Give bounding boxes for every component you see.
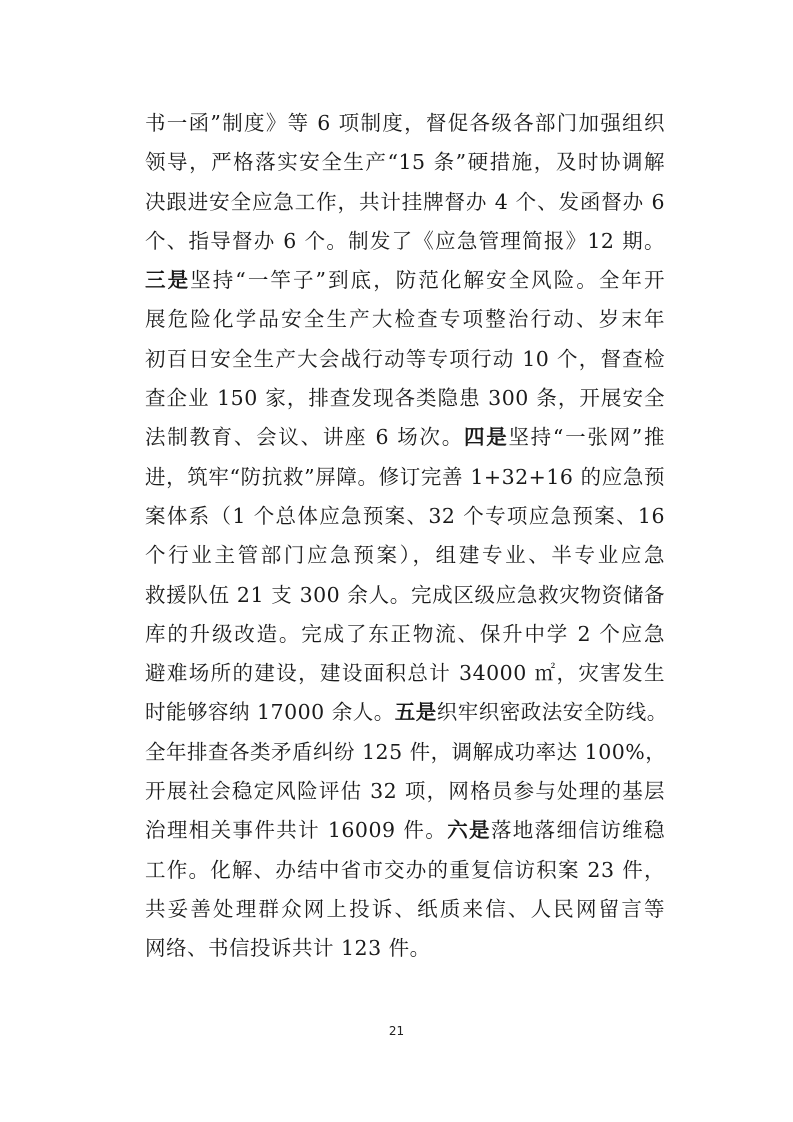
section-lead-four: 四是 [463, 425, 509, 450]
text-line-13: 救援队伍 21 支 300 余人。完成区级应急救灾物资储备 [145, 582, 665, 607]
text-line-5-rest: 坚持“一竿子”到底，防范化解安全风险。全年开 [190, 268, 665, 293]
text-line-16 [145, 693, 668, 732]
text-line-12: 个行业主管部门应急预案），组建专业、半专业应急 [145, 543, 665, 568]
text-line-1: 书一函”制度》等 6 项制度，督促各级各部门加强组织 [145, 111, 665, 135]
section-lead-five: 五是 [394, 700, 437, 725]
text-line-9-before: 法制教育、会议、讲座 6 场次。 [145, 425, 464, 450]
text-line-4: 个、指导督办 6 个。制发了《应急管理简报》12 期。 [145, 228, 665, 253]
text-line-19 [145, 811, 665, 850]
text-line-3: 决跟进安全应急工作，共计挂牌督办 4 个、发函督办 6 [145, 189, 665, 214]
body-paragraph [145, 104, 668, 969]
text-line-20: 工作。化解、办结中省市交办的重复信访积案 23 件， [145, 857, 665, 882]
text-line-9 [145, 418, 665, 457]
text-line-22: 网络、书信投诉共计 123 件。 [145, 936, 431, 961]
text-line-7: 初百日安全生产大会战行动等专项行动 10 个，督查检 [145, 346, 665, 371]
text-line-5 [145, 261, 665, 300]
text-line-15: 避难场所的建设，建设面积总计 34000 ㎡，灾害发生 [145, 661, 665, 686]
text-line-21: 共妥善处理群众网上投诉、纸质来信、人民网留言等 [145, 896, 665, 921]
text-line-19-after: 落地落细信访维稳 [490, 818, 666, 843]
text-line-17: 全年排查各类矛盾纠纷 125 件，调解成功率达 100%， [145, 739, 667, 764]
text-line-14: 库的升级改造。完成了东正物流、保升中学 2 个应急 [145, 621, 665, 646]
text-line-16-before: 时能够容纳 17000 余人。 [145, 700, 395, 725]
section-lead-three: 三是 [145, 268, 191, 293]
text-line-16-after: 织牢织密政法安全防线。 [436, 700, 668, 725]
text-line-10: 进，筑牢“防抗救”屏障。修订完善 1+32+16 的应急预 [145, 464, 665, 489]
text-line-2: 领导，严格落实安全生产“15 条”硬措施，及时协调解 [145, 150, 665, 175]
text-line-8: 查企业 150 家，排查发现各类隐患 300 条，开展安全 [145, 386, 665, 411]
page-number: 21 [388, 1024, 405, 1038]
section-lead-six: 六是 [447, 818, 491, 843]
text-line-9-after: 坚持“一张网”推 [508, 425, 666, 450]
text-line-11: 案体系（1 个总体应急预案、32 个专项应急预案、16 [145, 503, 665, 528]
text-line-19-before: 治理相关事件共计 16009 件。 [145, 818, 448, 843]
text-line-6: 展危险化学品安全生产大检查专项整治行动、岁末年 [145, 307, 665, 332]
text-line-18: 开展社会稳定风险评估 32 项，网格员参与处理的基层 [145, 779, 665, 804]
